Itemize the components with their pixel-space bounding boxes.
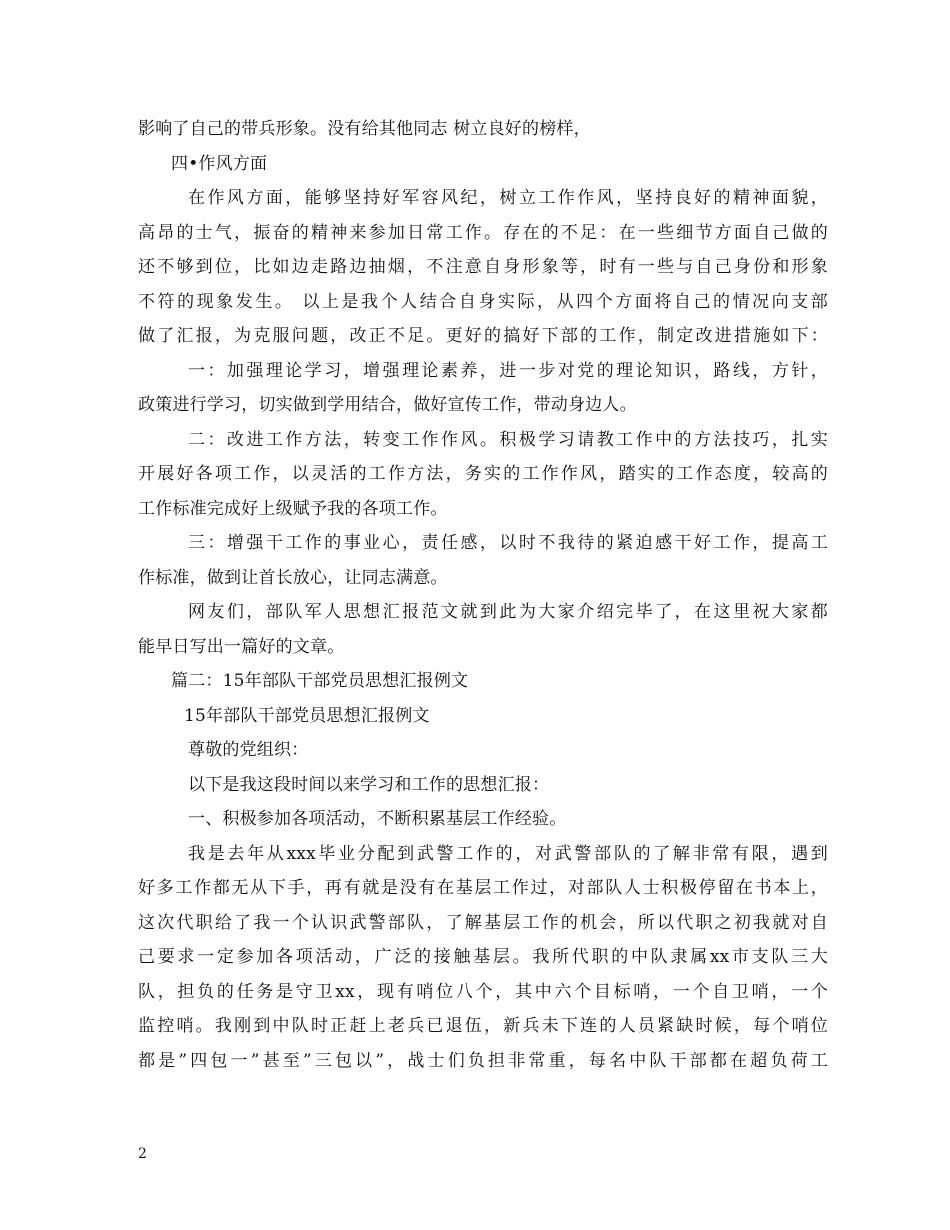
text-line: 15年部队干部党员思想汇报例文 — [184, 705, 430, 726]
text-line: 影响了自己的带兵形象。没有给其他同志 树立良好的榜样， — [138, 119, 591, 139]
text-line: 好多工作都无从下手，再有就是没有在基层工作过，对部队人士积极停留在书本上， — [138, 878, 828, 898]
text-line: 监控哨。我刚到中队时正赶上老兵已退伍，新兵未下连的人员紧缺时候，每个哨位 — [138, 1016, 828, 1036]
text-line: 能早日写出一篇好的文章。 — [138, 636, 345, 657]
text-line: 二：改进工作方法，转变工作作风。积极学习请教工作中的方法技巧，扎实 — [188, 429, 828, 450]
text-line: 在作风方面，能够坚持好军容风纪，树立工作作风，坚持良好的精神面貌， — [188, 188, 828, 208]
text-line: 都是”四包一”甚至”三包以”，战士们负担非常重，每名中队干部都在超负荷工 — [138, 1050, 828, 1071]
text-line: 以下是我这段时间以来学习和工作的思想汇报： — [188, 774, 550, 795]
text-line: 不符的现象发生。 以上是我个人结合自身实际，从四个方面将自己的情况向支部 — [138, 291, 828, 312]
text-line: 作标准，做到让首长放心，让同志满意。 — [138, 567, 448, 588]
document-body — [138, 112, 828, 1078]
text-line: 政策进行学习，切实做到学用结合，做好宣传工作，带动身边人。 — [138, 395, 637, 415]
text-line: 还不够到位，比如边走路边抽烟，不注意自身形象等，时有一些与自己身份和形象 — [138, 257, 828, 277]
text-line: 这次代职给了我一个认识武警部队，了解基层工作的机会，所以代职之初我就对自 — [138, 912, 828, 933]
page-number: 2 — [138, 1146, 147, 1162]
text-line: 高昂的士气，振奋的精神来参加日常工作。存在的不足：在一些细节方面自己做的 — [138, 222, 828, 243]
text-line: 我是去年从xxx毕业分配到武警工作的，对武警部队的了解非常有限，遇到 — [188, 843, 828, 864]
text-line: 网友们，部队军人思想汇报范文就到此为大家介绍完毕了，在这里祝大家都 — [188, 602, 828, 622]
text-line: 四•作风方面 — [171, 153, 268, 174]
text-line: 尊敬的党组织： — [188, 740, 309, 760]
text-line: 己要求一定参加各项活动，广泛的接触基层。我所代职的中队隶属xx市支队三大 — [138, 947, 828, 967]
text-line: 队，担负的任务是守卫xx，现有哨位八个，其中六个目标哨，一个自卫哨，一个 — [138, 981, 828, 1002]
text-line: 一：加强理论学习，增强理论素养，进一步对党的理论知识，路线，方针， — [188, 360, 828, 381]
text-line: 三：增强干工作的事业心，责任感，以时不我待的紧迫感干好工作，提高工 — [188, 533, 828, 553]
text-line: 一、积极参加各项活动，不断积累基层工作经验。 — [188, 809, 567, 829]
text-line: 工作标准完成好上级赋予我的各项工作。 — [138, 498, 448, 519]
text-line: 开展好各项工作，以灵活的工作方法，务实的工作作风，踏实的工作态度，较高的 — [138, 464, 828, 484]
text-line: 做了汇报，为克服问题，改正不足。更好的搞好下部的工作，制定改进措施如下： — [138, 326, 828, 346]
text-line: 篇二：15年部队干部党员思想汇报例文 — [171, 671, 469, 691]
